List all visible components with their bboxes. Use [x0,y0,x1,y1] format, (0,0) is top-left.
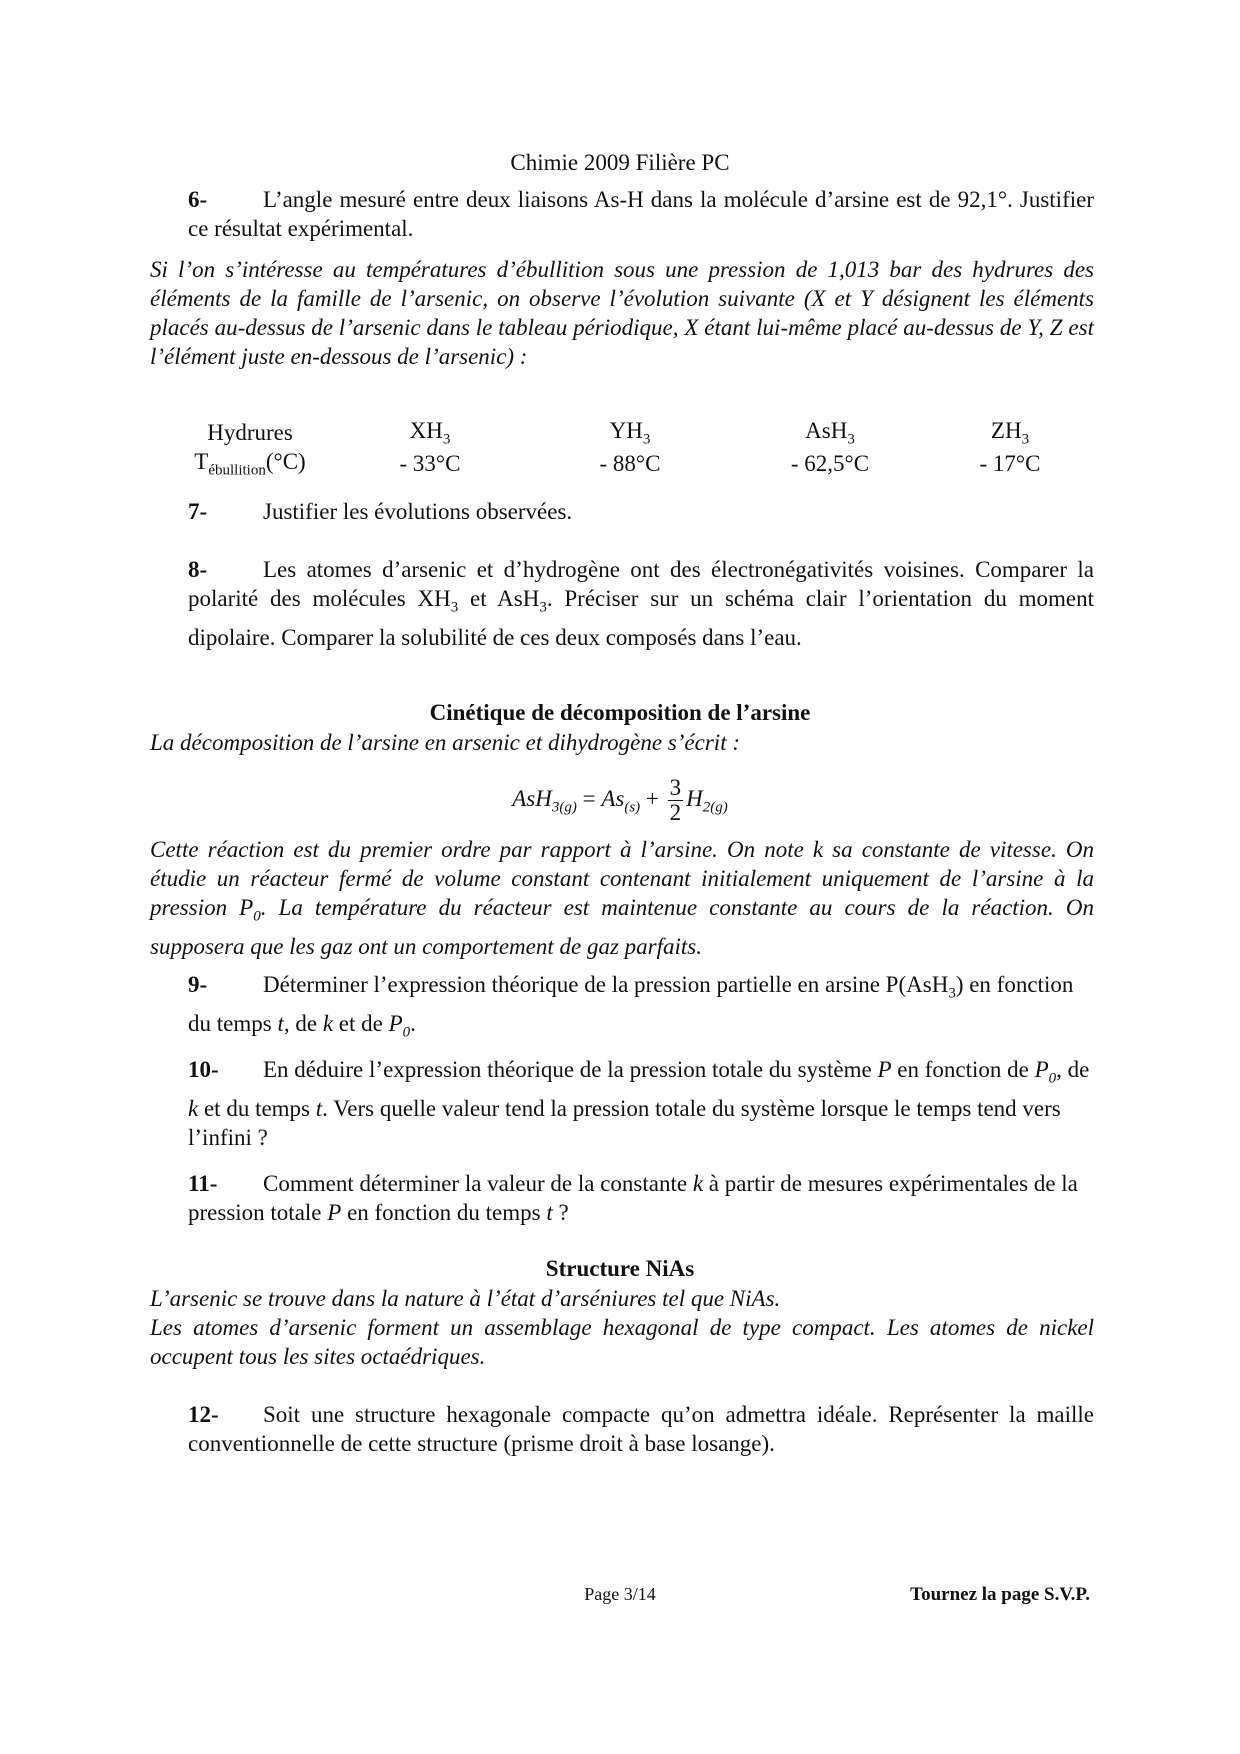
table-header-cell: $XH_3$ [409,418,451,448]
page-number: Page 3/14 [584,1584,656,1604]
question-text: Justifier les évolutions observées. [263,499,573,524]
table-header-cell: AsH$_3$ [805,418,855,448]
question-text: L’angle mesuré entre deux liaisons As-H dans la molécule d’arsine est de 92,1°. Justifier ce résultat expérimental. [188,187,1094,241]
question-number: 9- [188,972,208,997]
table-header-cell: $ZH_3$ [990,418,1030,448]
table-row [170,418,1090,449]
question-number: 12- [188,1402,219,1427]
table-row-label: Hydrures [207,420,293,446]
turn-page-note: Tournez la page S.V.P. [910,1584,1090,1605]
question-9: 9- Déterminer l’expression théorique de la pression partielle en arsine P(AsH$_3$) en fonction du temps t, de k et de $P_0$. [188,972,1074,1041]
question-8: 8- Les atomes d’arsenic et d’hydrogène ont des électronégativités voisines. Comparer la polarité des molécules $XH_3$ et AsH$_3$. Préciser sur un schéma clair l’orientation du moment dipolaire. Comparer la solubilité de ces deux composés dans l’eau. [188,557,1095,650]
question-12 [188,1400,1094,1458]
section-title-nias: Structure NiAs [545,1256,695,1281]
question-11: 11- Comment déterminer la valeur de la constante k à partir de mesures expérimentales de la pression totale P en fonction du temps t ? [188,1171,1078,1225]
question-number: 6- [188,187,208,212]
table-row-label: $T_{ébullition}(^\circ C)$ [194,448,306,479]
boiling-intro: Si l’on s’intéresse au températures d’ébullition sous une pression de 1,013 bar des hydrures des éléments de la famille de l’arsenic, on observe l’évolution suivante (X et Y désignent les éléments placés au-dessus de l’arsenic dans le tableau périodique, X étant lui-même placé au-dessus de Y, Z est l’élément juste en-dessous de l’arsenic) : [150,257,1094,369]
question-10: 10- En déduire l’expression théorique de la pression totale du système P en fonction de $P_0$, de k et du temps t. Vers quelle valeur tend la pression totale du système lorsque le temps tend vers l’infini ? [188,1057,1090,1150]
kinetics-intro: La décomposition de l’arsine en arsenic et dihydrogène s’écrit : [150,730,740,755]
question-number: 11- [188,1171,218,1196]
table-header-cell: $YH_3$ [609,418,651,448]
decomposition-equation: $AsH_{3(g)} = As_{(s)}$ + $\frac{3}{2}$ $H_{2(g)}$ [512,775,728,825]
section-title-kinetics: Cinétique de décomposition de l’arsine [429,700,811,725]
table-cell: - 62,5°C [790,450,870,476]
page-header: Chimie 2009 Filière PC [510,150,730,175]
fraction: $\frac{3}{2}$ [669,775,682,825]
boiling-table [170,418,1090,479]
question-6 [188,185,1094,243]
table-row [170,449,1090,480]
nias-intro-1: L’arsenic se trouve dans la nature à l’état d’arséniures tel que NiAs. [150,1286,781,1311]
table-cell: - 17°C [979,450,1041,476]
question-text: Soit une structure hexagonale compacte qu’on admettra idéale. Représenter la maille conventionnelle de cette structure (prisme droit à base losange). [188,1402,1094,1456]
table-cell: - 33°C [399,450,461,476]
table-cell: - 88°C [599,450,661,476]
kinetics-conditions: Cette réaction est du premier ordre par rapport à l’arsine. On note k sa constante de vitesse. On étudie un réacteur fermé de volume constant contenant initialement uniquement de l’arsine à la pression $P_0$. La température du réacteur est maintenue constante au cours de la réaction. On supposera que les gaz ont un comportement de gaz parfaits. [150,837,1094,959]
question-number: 8- [188,557,208,582]
nias-intro-2: Les atomes d’arsenic forment un assemblage hexagonal de type compact. Les atomes de nickel occupent tous les sites octaédriques. [150,1315,1094,1369]
question-7 [188,497,1094,526]
question-number: 10- [188,1057,219,1082]
question-number: 7- [188,499,208,524]
